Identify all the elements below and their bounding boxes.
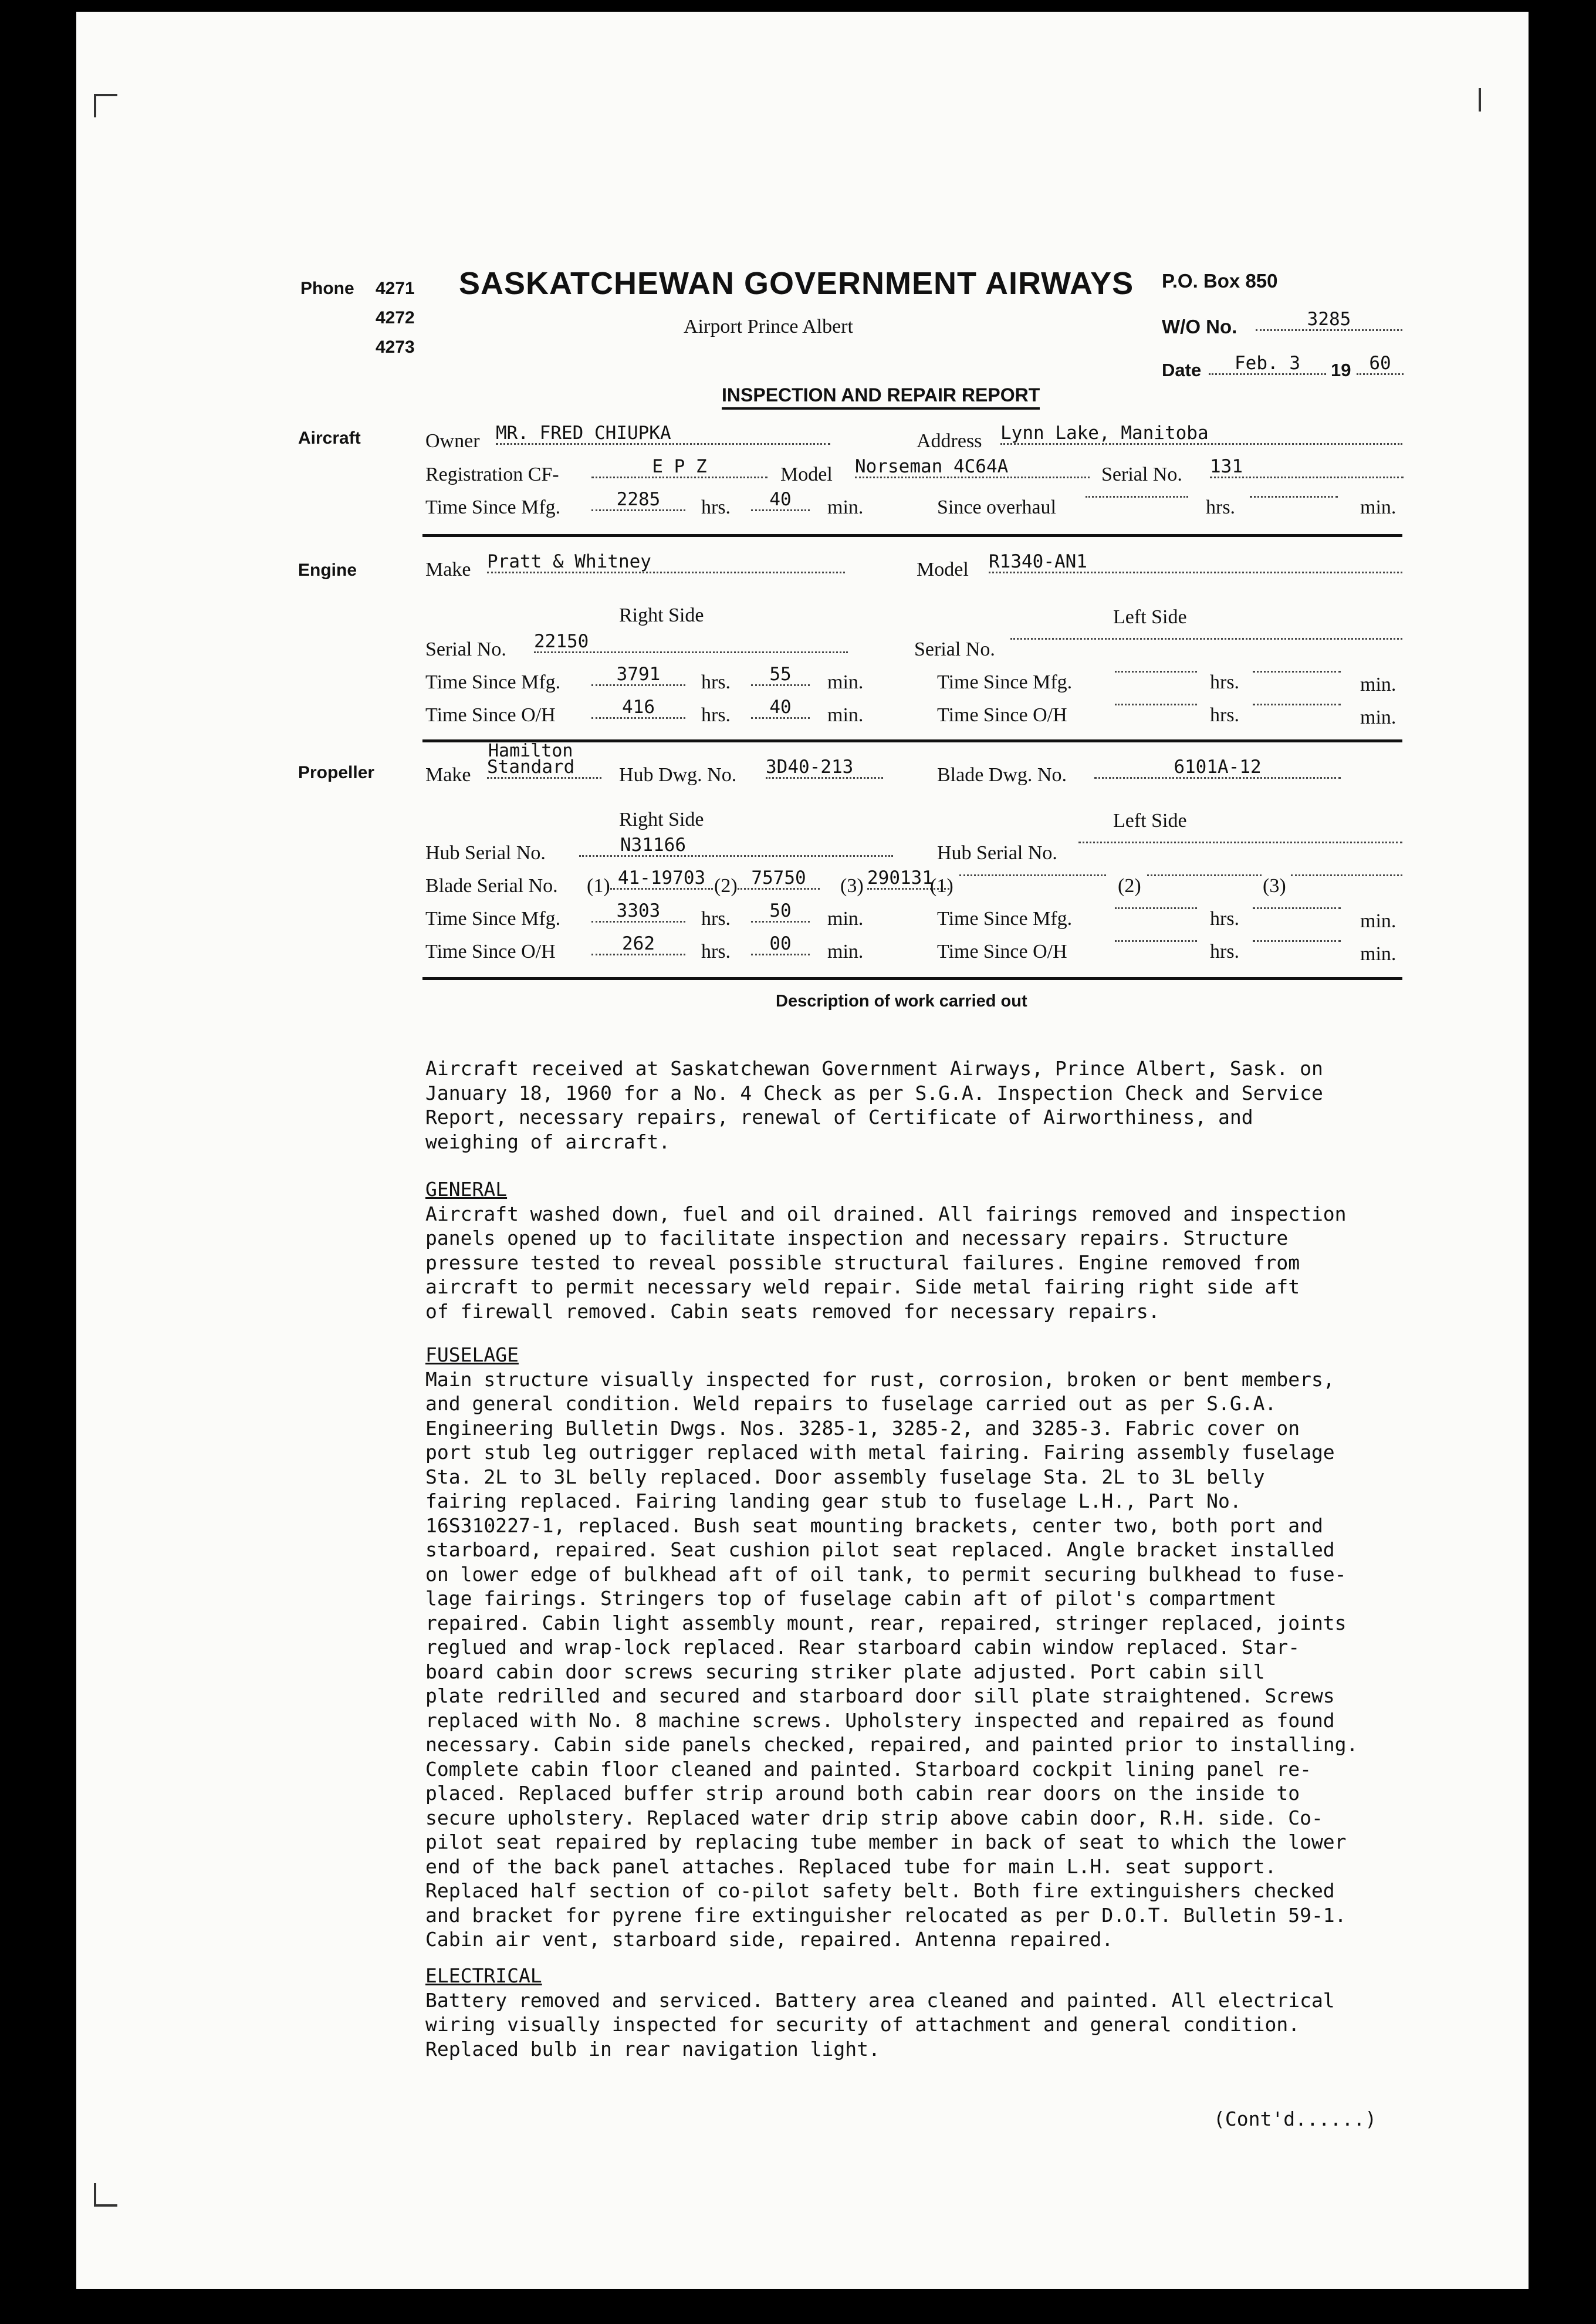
aircraft-tsm-hrs-field [591,490,685,511]
propeller-left-side-heading: Left Side [1113,810,1187,832]
propeller-left-tsm-min-label: min. [1360,910,1396,932]
fuselage-line: and general condition. Weld repairs to fuselage carried out as per S.G.A. [425,1392,1277,1415]
overhaul-min [1250,496,1338,498]
fuselage-line: board cabin door screws securing striker plate adjusted. Port cabin sill [425,1660,1265,1683]
fuselage-line: replaced with No. 8 machine screws. Upholstery inspected and repaired as found [425,1708,1335,1732]
left-hub-serial-field [1078,836,1402,846]
date-value: Feb. 3 [1209,354,1326,375]
engine-right-tso-hrs: 416 [591,698,685,719]
fuselage-line: starboard, repaired. Seat cushion pilot seat replaced. Angle bracket installed [425,1538,1335,1561]
right-blade-1-label: (1) [587,875,610,897]
engine-right-tsm-hrs-field [591,665,685,686]
report-title: INSPECTION AND REPAIR REPORT [722,384,1040,410]
left-blade-2-label: (2) [1118,875,1141,897]
crop-mark-top-right [1479,88,1481,112]
intro-line: January 18, 1960 for a No. 4 Check as per S.G.A. Inspection Check and Service [425,1081,1323,1104]
fuselage-line: Cabin air vent, starboard side, repaired. Antenna repaired. [425,1928,1114,1951]
engine-right-tso-hrs-label: hrs. [701,704,731,726]
propeller-right-tsm-label: Time Since Mfg. [425,908,561,930]
engine-left-serial-label: Serial No. [914,639,995,660]
blade-dwg-value: 6101A-12 [1094,758,1341,779]
phone-label: Phone [300,279,354,298]
address-value: Lynn Lake, Manitoba [1000,424,1402,445]
aircraft-tsm-min: 40 [751,490,810,511]
aircraft-model-label: Model [780,464,833,485]
right-blade-2-label: (2) [714,875,738,897]
right-hub-serial: N31166 [579,836,893,857]
hub-dwg-field [766,758,883,779]
propeller-right-tso-min: 00 [751,934,810,955]
engine-left-tsm-hrs-field [1115,665,1197,675]
fuselage-line: Sta. 2L to 3L belly replaced. Door assembly fuselage Sta. 2L to 3L belly [425,1465,1265,1488]
propeller-right-tsm-min-field [751,901,810,923]
hub-dwg-value: 3D40-213 [766,758,883,779]
engine-right-side-heading: Right Side [619,604,704,626]
engine-left-side-heading: Left Side [1113,606,1187,628]
propeller-right-tso-hrs: 262 [591,934,685,955]
propeller-make-line1: Hamilton [488,741,573,761]
general-line: pressure tested to reveal possible structural failures. Engine removed from [425,1251,1300,1274]
aircraft-min-label: min. [827,496,864,518]
aircraft-tsm-min-field [751,490,810,511]
left-hub-serial-label: Hub Serial No. [937,842,1057,864]
address-field [1000,424,1402,445]
propeller-right-tsm-min: 50 [751,901,810,923]
propeller-right-tso-hrs-label: hrs. [701,941,731,962]
registration-label: Registration CF- [425,464,559,485]
left-blade-3-field [1291,869,1402,879]
propeller-left-tso-hrs-field [1115,934,1197,945]
year-value: 60 [1357,354,1404,375]
engine-right-tso-min-field [751,698,810,719]
engine-left-tso-min-field [1253,698,1341,708]
propeller-make-line2: Standard [487,758,601,779]
aircraft-model-value: Norseman 4C64A [855,457,1090,478]
overhaul-hrs [1086,496,1188,498]
phone-number-2: 4272 [376,308,415,327]
engine-left-tso-label: Time Since O/H [937,704,1067,726]
overhaul-hrs-field [1086,490,1188,501]
propeller-right-tsm-hrs: 3303 [591,901,685,923]
electrical-line: Battery removed and serviced. Battery area cleaned and painted. All electrical [425,1988,1335,2012]
engine-left-tso-min-label: min. [1360,707,1396,728]
owner-field [496,424,830,445]
engine-left-tso-hrs-label: hrs. [1210,704,1240,726]
fuselage-line: necessary. Cabin side panels checked, repaired, and painted prior to installing. [425,1733,1358,1756]
engine-left-tsm-hrs [1115,671,1197,673]
engine-left-tso-hrs [1115,704,1197,705]
engine-left-serial-field [1010,632,1402,643]
company-name: SASKATCHEWAN GOVERNMENT AIRWAYS [459,266,1134,301]
aircraft-model-field [855,457,1090,478]
engine-left-tso-hrs-field [1115,698,1197,708]
engine-left-tso-min [1253,704,1341,705]
address-label: Address [917,430,982,452]
left-hub-serial [1078,842,1402,843]
engine-right-tsm-hrs-label: hrs. [701,671,731,693]
fuselage-line: on lower edge of bulkhead aft of oil tank, to permit securing bulkhead to fuse- [425,1562,1347,1586]
propeller-right-tsm-hrs-field [591,901,685,923]
propeller-left-tsm-hrs-label: hrs. [1210,908,1240,930]
engine-make-value: Pratt & Whitney [487,552,845,573]
engine-left-tsm-min-field [1253,665,1341,675]
engine-model-field [989,552,1402,573]
engine-model-value: R1340-AN1 [989,552,1402,573]
phone-number-3: 4273 [376,337,415,357]
aircraft-serial-label: Serial No. [1101,464,1182,485]
left-blade-3-label: (3) [1263,875,1286,897]
propeller-left-tso-hrs-label: hrs. [1210,941,1240,962]
fuselage-line: pilot seat repaired by replacing tube member in back of seat to which the lower [425,1830,1347,1853]
registration-value: E P Z [591,457,767,478]
continued-note: (Cont'd......) [1213,2107,1377,2130]
left-blade-2-field [1147,869,1262,879]
fuselage-line: end of the back panel attaches. Replaced tube for main L.H. seat support. [425,1855,1277,1878]
hub-dwg-label: Hub Dwg. No. [619,764,737,786]
engine-section-label: Engine [298,560,357,580]
fuselage-section [425,1343,1358,1952]
divider-propeller [422,977,1402,980]
crop-mark-top-left [94,94,96,117]
crop-mark-bottom-left-h [94,2204,117,2207]
general-line: aircraft to permit necessary weld repair. Side metal fairing right side aft [425,1275,1300,1298]
po-box: P.O. Box 850 [1162,270,1278,292]
right-blade-2-field [738,869,820,890]
year-field [1357,354,1404,375]
engine-right-tso-min: 40 [751,698,810,719]
propeller-left-tsm-label: Time Since Mfg. [937,908,1073,930]
fuselage-line: secure upholstery. Replaced water drip strip above cabin door, R.H. side. Co- [425,1806,1323,1829]
general-title: GENERAL [425,1178,508,1201]
electrical-title: ELECTRICAL [425,1964,542,1987]
since-overhaul-label: Since overhaul [937,496,1056,518]
engine-right-tsm-min: 55 [751,665,810,686]
propeller-right-tsm-min-label: min. [827,908,864,930]
engine-right-tso-min-label: min. [827,704,864,726]
propeller-right-side-heading: Right Side [619,809,704,830]
aircraft-tsm-label: Time Since Mfg. [425,496,561,518]
phone-number-1: 4271 [376,279,415,298]
right-blade-2: 75750 [738,869,820,890]
crop-mark-bottom-left [94,2183,96,2207]
intro-line: Report, necessary repairs, renewal of Certificate of Airworthiness, and [425,1106,1253,1129]
propeller-left-tsm-min-field [1253,901,1341,912]
date-field [1209,354,1326,375]
fuselage-line: and bracket for pyrene fire extinguisher relocated as per D.O.T. Bulletin 59-1. [425,1903,1347,1927]
engine-right-serial: 22150 [534,632,848,653]
engine-left-tsm-min-label: min. [1360,674,1396,695]
blade-dwg-label: Blade Dwg. No. [937,764,1067,786]
wo-value: 3285 [1256,310,1402,331]
engine-right-serial-label: Serial No. [425,639,506,660]
divider-aircraft [422,534,1402,537]
general-section [425,1177,1347,1323]
engine-right-serial-field [534,632,848,653]
right-blade-3: 290131 [867,869,949,890]
aircraft-tsm-hrs: 2285 [591,490,685,511]
engine-right-tsm-min-label: min. [827,671,864,693]
aircraft-hrs-label: hrs. [701,496,731,518]
aircraft-serial-field [1210,457,1404,478]
intro-line: Aircraft received at Saskatchewan Government Airways, Prince Albert, Sask. on [425,1057,1323,1080]
propeller-right-tso-min-label: min. [827,941,864,962]
owner-label: Owner [425,430,480,452]
aircraft-serial-value: 131 [1210,457,1404,478]
propeller-right-tso-min-field [751,934,810,955]
fuselage-line: fairing replaced. Fairing landing gear stub to fuselage L.H., Part No. [425,1489,1242,1512]
engine-right-tsm-hrs: 3791 [591,665,685,686]
fuselage-line: port stub leg outrigger replaced with metal fairing. Fairing assembly fuselage [425,1441,1335,1464]
registration-field [591,457,767,478]
engine-model-label: Model [917,559,969,580]
crop-mark-top-left-h [94,94,117,96]
fuselage-line: 16S310227-1, replaced. Bush seat mounting brackets, center two, both port and [425,1514,1323,1537]
date-label: Date [1162,360,1202,380]
electrical-line: Replaced bulb in rear navigation light. [425,2037,880,2060]
engine-make-field [487,552,845,573]
intro-line: weighing of aircraft. [425,1130,671,1153]
electrical-section [425,1964,1335,2061]
aircraft-section-label: Aircraft [298,428,361,448]
fuselage-title: FUSELAGE [425,1343,519,1366]
engine-right-tsm-label: Time Since Mfg. [425,671,561,693]
propeller-left-tso-min-label: min. [1360,943,1396,965]
year-prefix: 19 [1331,360,1351,380]
engine-left-tsm-min [1253,671,1341,673]
propeller-left-tsm-hrs-field [1115,901,1197,912]
propeller-right-tsm-hrs-label: hrs. [701,908,731,930]
propeller-make-label: Make [425,764,471,786]
right-blade-3-label: (3) [840,875,864,897]
general-line: Aircraft washed down, fuel and oil drained. All fairings removed and inspection [425,1202,1347,1225]
general-line: of firewall removed. Cabin seats removed for necessary repairs. [425,1299,1160,1323]
engine-left-serial [1010,638,1402,640]
right-blade-serial-label: Blade Serial No. [425,875,558,897]
left-blade-1-field [959,869,1106,879]
owner-value: MR. FRED CHIUPKA [496,424,830,445]
right-hub-serial-field [579,836,893,857]
overhaul-hrs-label: hrs. [1206,496,1236,518]
engine-right-tso-label: Time Since O/H [425,704,556,726]
right-hub-serial-label: Hub Serial No. [425,842,546,864]
electrical-line: wiring visually inspected for security of attachment and general condition. [425,2013,1300,2036]
propeller-left-tso-label: Time Since O/H [937,941,1067,962]
propeller-section-label: Propeller [298,763,375,782]
general-line: panels opened up to facilitate inspection and necessary repairs. Structure [425,1227,1289,1249]
left-blade-1-label: (1) [930,875,953,897]
wo-field [1256,310,1402,331]
wo-label: W/O No. [1162,316,1237,337]
fuselage-line: repaired. Cabin light assembly mount, rear, repaired, stringer replaced, joints [425,1611,1347,1634]
blade-dwg-field [1094,758,1341,779]
description-heading: Description of work carried out [776,992,1027,1011]
fuselage-line: lage fairings. Stringers top of fuselage cabin aft of pilot's compartment [425,1587,1277,1610]
engine-make-label: Make [425,559,471,580]
fuselage-line: Engineering Bulletin Dwgs. Nos. 3285-1, 3285-2, and 3285-3. Fabric cover on [425,1416,1300,1440]
overhaul-min-label: min. [1360,496,1396,518]
fuselage-line: Replaced half section of co-pilot safety belt. Both fire extinguishers checked [425,1879,1335,1902]
engine-left-tsm-hrs-label: hrs. [1210,671,1240,693]
intro-paragraph [425,1056,1323,1154]
right-blade-1-field [610,869,713,890]
engine-right-tso-hrs-field [591,698,685,719]
propeller-make-field [487,758,601,779]
fuselage-line: Main structure visually inspected for rust, corrosion, broken or bent members, [425,1367,1335,1391]
engine-right-tsm-min-field [751,665,810,686]
right-blade-1: 41-19703 [610,869,713,890]
fuselage-line: placed. Replaced buffer strip around both cabin rear doors on the inside to [425,1782,1300,1805]
fuselage-line: Complete cabin floor cleaned and painted. Starboard cockpit lining panel re- [425,1757,1311,1781]
fuselage-line: plate redrilled and secured and starboard door sill plate straightened. Screws [425,1684,1335,1707]
propeller-left-tso-min-field [1253,934,1341,945]
propeller-right-tso-hrs-field [591,934,685,955]
engine-left-tsm-label: Time Since Mfg. [937,671,1073,693]
propeller-right-tso-label: Time Since O/H [425,941,556,962]
fuselage-line: reglued and wrap-lock replaced. Rear starboard cabin window replaced. Star- [425,1636,1300,1658]
overhaul-min-field [1250,490,1338,501]
company-location: Airport Prince Albert [684,316,853,337]
